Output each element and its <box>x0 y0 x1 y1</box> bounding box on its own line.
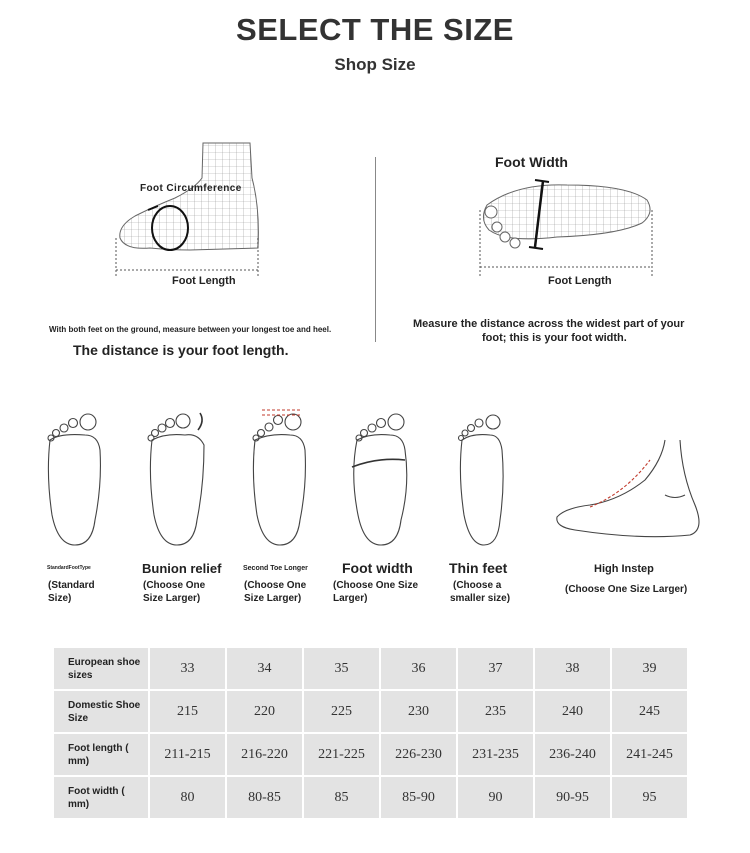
table-row <box>53 776 688 819</box>
table-cell: 80-85 <box>226 776 303 819</box>
table-cell: 36 <box>380 647 457 690</box>
foot-type-4-line1: (Choose One Size <box>333 580 419 591</box>
foot-type-2-name: Bunion relief <box>142 561 222 576</box>
foot-type-6-name: High Instep <box>594 563 654 575</box>
table-cell: 236-240 <box>534 733 611 776</box>
foot-type-4-line2: Larger) <box>333 593 368 604</box>
foot-type-1-line1: (Standard <box>48 580 95 591</box>
foot-types-illustrations <box>0 405 750 555</box>
table-cell: 85 <box>303 776 380 819</box>
table-cell: 37 <box>457 647 534 690</box>
table-cell: 226-230 <box>380 733 457 776</box>
table-cell: 85-90 <box>380 776 457 819</box>
length-instruction: With both feet on the ground, measure between your longest toe and heel. <box>49 325 332 334</box>
table-cell: 34 <box>226 647 303 690</box>
table-row <box>53 733 688 776</box>
width-instruction-line1: Measure the distance across the widest part of your <box>413 318 685 330</box>
table-cell: 33 <box>149 647 226 690</box>
row-header: Foot length ( mm) <box>53 733 149 776</box>
section-divider <box>375 157 376 342</box>
table-cell: 231-235 <box>457 733 534 776</box>
width-instruction-line2: foot; this is your foot width. <box>482 332 627 344</box>
foot-length-illustration <box>110 138 270 283</box>
row-header: Domestic Shoe Size <box>53 690 149 733</box>
foot-type-3-name: Second Toe Longer <box>243 565 308 572</box>
foot-width-illustration <box>477 175 657 285</box>
table-cell: 215 <box>149 690 226 733</box>
table-cell: 241-245 <box>611 733 688 776</box>
table-cell: 230 <box>380 690 457 733</box>
length-result: The distance is your foot length. <box>73 342 289 358</box>
foot-type-5-line1: (Choose a <box>453 580 502 591</box>
row-header: Foot width ( mm) <box>53 776 149 819</box>
table-cell: 240 <box>534 690 611 733</box>
page-title: SELECT THE SIZE <box>236 12 514 47</box>
table-cell: 90 <box>457 776 534 819</box>
size-table <box>52 646 689 820</box>
foot-type-1-line2: Size) <box>48 593 72 604</box>
table-row <box>53 690 688 733</box>
table-cell: 38 <box>534 647 611 690</box>
table-cell: 235 <box>457 690 534 733</box>
table-row <box>53 647 688 690</box>
table-cell: 245 <box>611 690 688 733</box>
table-cell: 95 <box>611 776 688 819</box>
page-subtitle: Shop Size <box>334 55 416 74</box>
foot-type-5-name: Thin feet <box>449 560 508 576</box>
table-cell: 90-95 <box>534 776 611 819</box>
row-header: European shoe sizes <box>53 647 149 690</box>
table-cell: 220 <box>226 690 303 733</box>
table-cell: 216-220 <box>226 733 303 776</box>
width-label: Foot Width <box>495 154 568 170</box>
table-cell: 211-215 <box>149 733 226 776</box>
foot-type-3-line2: Size Larger) <box>244 593 302 604</box>
table-cell: 35 <box>303 647 380 690</box>
table-cell: 80 <box>149 776 226 819</box>
length-label-right: Foot Length <box>548 275 612 287</box>
foot-type-4-name: Foot width <box>342 560 413 576</box>
foot-type-1-name: StandardFootType <box>47 565 91 571</box>
foot-type-5-line2: smaller size) <box>450 593 511 604</box>
table-cell: 221-225 <box>303 733 380 776</box>
table-cell: 39 <box>611 647 688 690</box>
foot-type-6-line1: (Choose One Size Larger) <box>565 584 688 595</box>
foot-type-3-line1: (Choose One <box>244 580 307 591</box>
foot-type-2-line1: (Choose One <box>143 580 206 591</box>
table-cell: 225 <box>303 690 380 733</box>
circumference-label: Foot Circumference <box>140 183 242 194</box>
foot-type-2-line2: Size Larger) <box>143 593 201 604</box>
length-label-left: Foot Length <box>172 275 236 287</box>
